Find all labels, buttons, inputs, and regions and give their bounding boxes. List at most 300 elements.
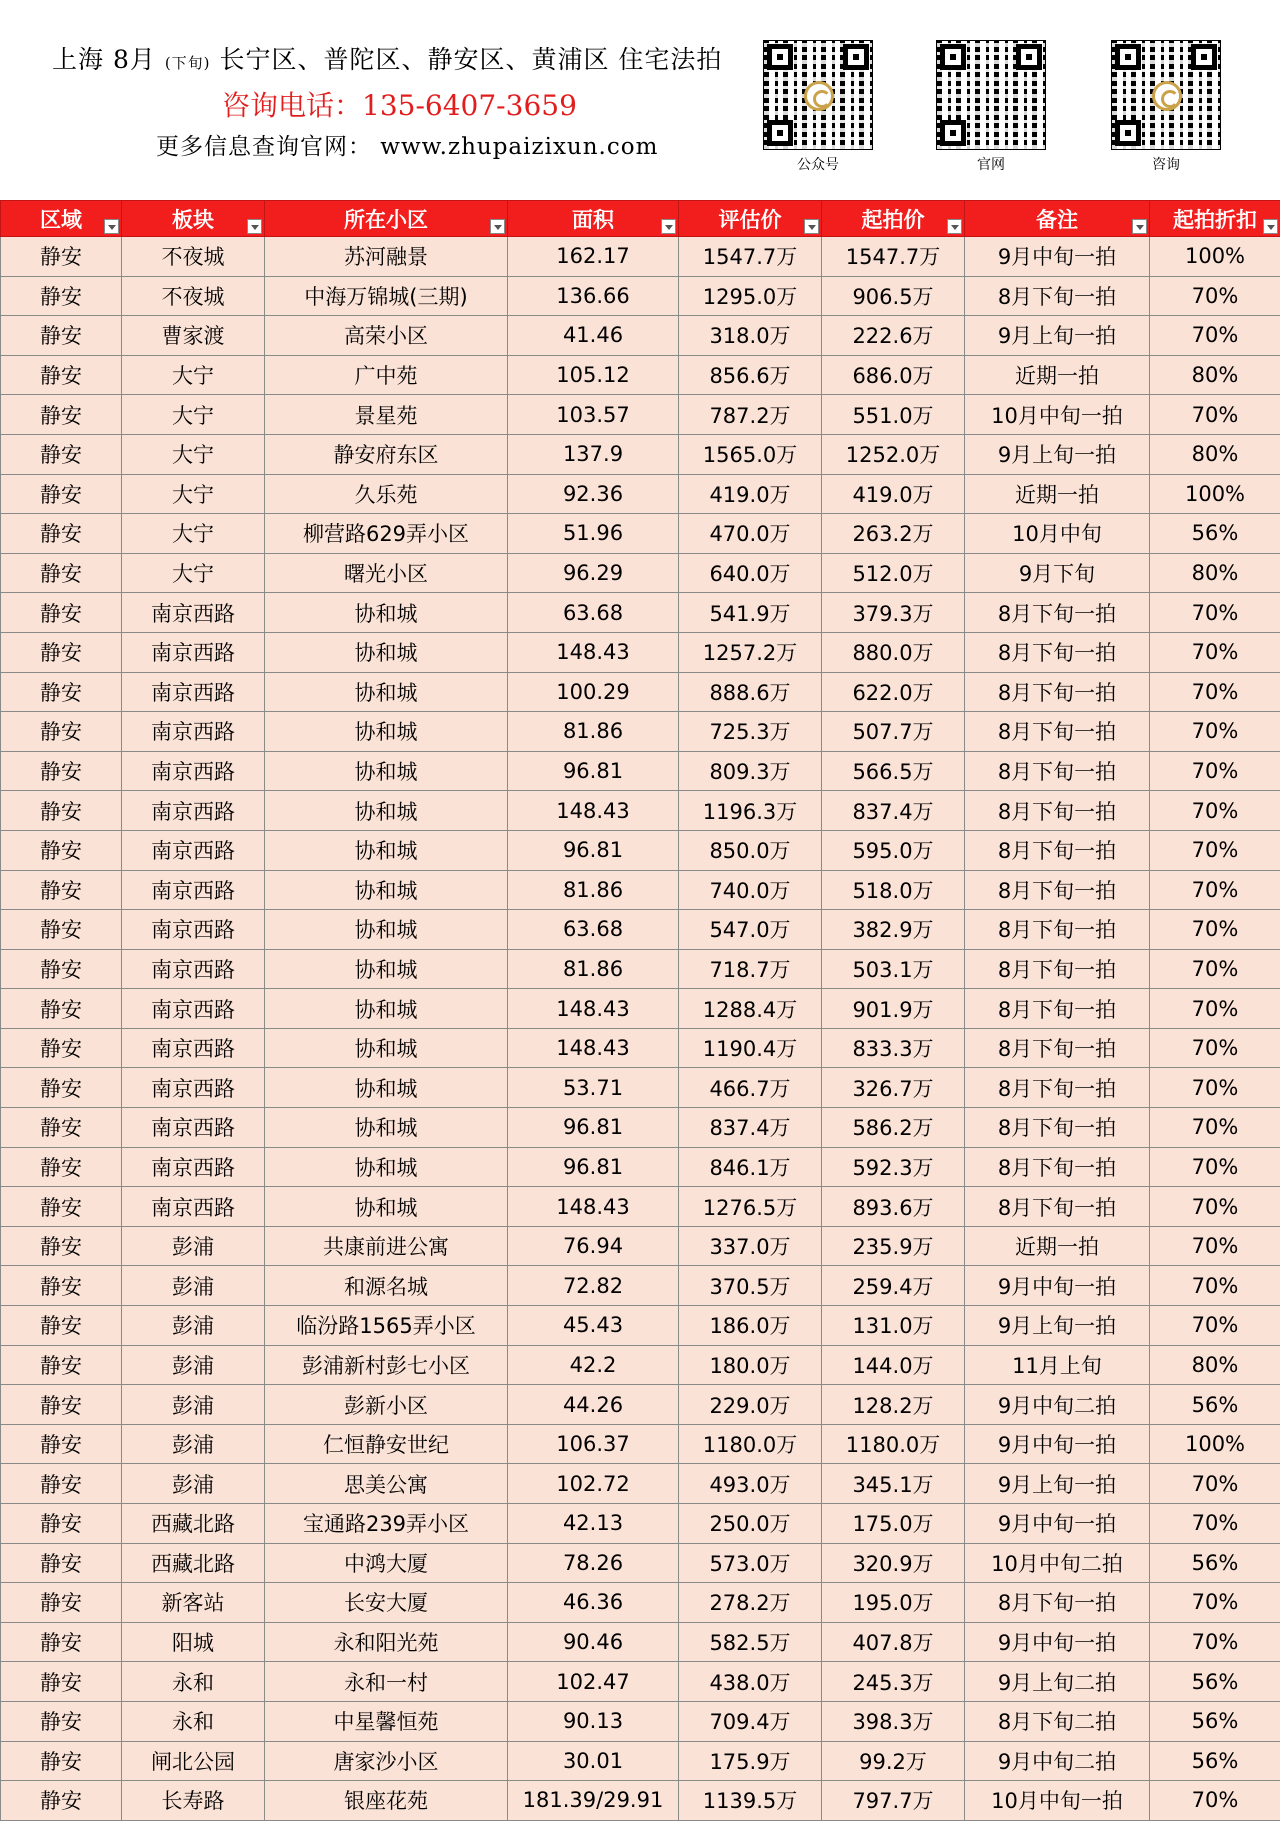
table-cell: 8月下旬一拍: [965, 672, 1150, 712]
table-cell: 协和城: [265, 712, 508, 752]
table-cell: 南京西路: [122, 751, 265, 791]
table-cell: 协和城: [265, 1028, 508, 1068]
table-row: [1, 949, 1280, 989]
table-cell: 56%: [1150, 1543, 1280, 1583]
table-cell: 静安: [1, 1147, 122, 1187]
table-cell: 静安: [1, 1226, 122, 1266]
table-cell: 80%: [1150, 355, 1280, 395]
table-cell: 协和城: [265, 830, 508, 870]
table-cell: 70%: [1150, 1028, 1280, 1068]
table-cell: 长寿路: [122, 1781, 265, 1821]
table-cell: 柳营路629弄小区: [265, 514, 508, 554]
table-cell: 9月上旬一拍: [965, 1464, 1150, 1504]
filter-dropdown-icon[interactable]: [804, 219, 819, 234]
table-cell: 337.0万: [679, 1226, 822, 1266]
table-cell: 1196.3万: [679, 791, 822, 831]
table-cell: 8月下旬一拍: [965, 593, 1150, 633]
title-small: (下旬): [164, 54, 211, 72]
table-row: [1, 276, 1280, 316]
table-cell: 148.43: [508, 1028, 679, 1068]
table-cell: 景星苑: [265, 395, 508, 435]
table-cell: 70%: [1150, 1187, 1280, 1227]
table-cell: 静安: [1, 593, 122, 633]
table-cell: 70%: [1150, 870, 1280, 910]
table-cell: 90.13: [508, 1701, 679, 1741]
table-cell: 136.66: [508, 276, 679, 316]
table-cell: 81.86: [508, 870, 679, 910]
table-row: [1, 1701, 1280, 1741]
table-cell: 63.68: [508, 910, 679, 950]
table-cell: 1547.7万: [822, 237, 965, 277]
table-cell: 1180.0万: [679, 1424, 822, 1464]
table-cell: 协和城: [265, 910, 508, 950]
table-cell: 148.43: [508, 791, 679, 831]
table-cell: 8月下旬一拍: [965, 751, 1150, 791]
table-cell: 56%: [1150, 1662, 1280, 1702]
table-row: [1, 355, 1280, 395]
table-cell: 70%: [1150, 1147, 1280, 1187]
auction-table: [0, 200, 1280, 1821]
table-cell: 438.0万: [679, 1662, 822, 1702]
table-row: [1, 1385, 1280, 1425]
table-cell: 345.1万: [822, 1464, 965, 1504]
table-cell: 8月下旬一拍: [965, 910, 1150, 950]
table-cell: 78.26: [508, 1543, 679, 1583]
filter-dropdown-icon[interactable]: [490, 219, 505, 234]
table-cell: 永和: [122, 1662, 265, 1702]
table-cell: 44.26: [508, 1385, 679, 1425]
table-cell: 70%: [1150, 712, 1280, 752]
table-cell: 静安: [1, 1583, 122, 1623]
table-row: [1, 1781, 1280, 1821]
table-cell: 96.81: [508, 830, 679, 870]
table-cell: 888.6万: [679, 672, 822, 712]
table-cell: 共康前进公寓: [265, 1226, 508, 1266]
table-cell: 9月中旬二拍: [965, 1385, 1150, 1425]
logo-icon: [804, 81, 834, 111]
table-cell: 静安: [1, 1504, 122, 1544]
table-cell: 永和: [122, 1701, 265, 1741]
table-cell: 8月下旬一拍: [965, 830, 1150, 870]
table-row: [1, 1622, 1280, 1662]
table-cell: 8月下旬一拍: [965, 632, 1150, 672]
table-cell: 西藏北路: [122, 1504, 265, 1544]
table-cell: 96.81: [508, 1147, 679, 1187]
table-row: [1, 989, 1280, 1029]
table-row: [1, 1464, 1280, 1504]
table-cell: 静安: [1, 751, 122, 791]
table-cell: 南京西路: [122, 989, 265, 1029]
table-row: [1, 474, 1280, 514]
column-header[interactable]: 所在小区: [265, 201, 508, 237]
table-cell: 81.86: [508, 712, 679, 752]
table-cell: 99.2万: [822, 1741, 965, 1781]
table-cell: 9月上旬一拍: [965, 1306, 1150, 1346]
table-cell: 静安: [1, 672, 122, 712]
column-header[interactable]: 评估价: [679, 201, 822, 237]
table-cell: 503.1万: [822, 949, 965, 989]
table-cell: 协和城: [265, 791, 508, 831]
table-cell: 中海万锦城(三期): [265, 276, 508, 316]
table-cell: 63.68: [508, 593, 679, 633]
table-cell: 56%: [1150, 1741, 1280, 1781]
table-cell: 曙光小区: [265, 553, 508, 593]
table-cell: 70%: [1150, 1583, 1280, 1623]
website-line: 更多信息查询官网： www.zhupaizixun.com: [156, 134, 659, 160]
table-cell: 105.12: [508, 355, 679, 395]
table-row: [1, 1424, 1280, 1464]
table-body: [1, 237, 1280, 1821]
table-cell: 235.9万: [822, 1226, 965, 1266]
table-cell: 1547.7万: [679, 237, 822, 277]
table-cell: 静安: [1, 632, 122, 672]
table-cell: 70%: [1150, 593, 1280, 633]
table-cell: 南京西路: [122, 870, 265, 910]
table-cell: 8月下旬一拍: [965, 989, 1150, 1029]
table-cell: 静安: [1, 1622, 122, 1662]
table-cell: 100.29: [508, 672, 679, 712]
table-cell: 466.7万: [679, 1068, 822, 1108]
table-cell: 彭浦: [122, 1306, 265, 1346]
table-row: [1, 1147, 1280, 1187]
filter-dropdown-icon[interactable]: [247, 219, 262, 234]
table-cell: 苏河融景: [265, 237, 508, 277]
table-cell: 81.86: [508, 949, 679, 989]
filter-dropdown-icon[interactable]: [661, 219, 676, 234]
table-cell: 181.39/29.91: [508, 1781, 679, 1821]
table-row: [1, 1583, 1280, 1623]
table-cell: 近期一拍: [965, 474, 1150, 514]
table-row: [1, 434, 1280, 474]
table-cell: 静安: [1, 1543, 122, 1583]
table-cell: 162.17: [508, 237, 679, 277]
table-row: [1, 553, 1280, 593]
table-cell: 南京西路: [122, 830, 265, 870]
table-cell: 80%: [1150, 553, 1280, 593]
table-cell: 318.0万: [679, 316, 822, 356]
column-header[interactable]: 备注: [965, 201, 1150, 237]
table-cell: 大宁: [122, 434, 265, 474]
table-cell: 静安: [1, 1266, 122, 1306]
table-cell: 45.43: [508, 1306, 679, 1346]
table-cell: 南京西路: [122, 593, 265, 633]
table-cell: 850.0万: [679, 830, 822, 870]
table-cell: 不夜城: [122, 237, 265, 277]
table-cell: 96.81: [508, 751, 679, 791]
table-cell: 久乐苑: [265, 474, 508, 514]
table-cell: 9月上旬二拍: [965, 1662, 1150, 1702]
qr-code-icon: [763, 40, 873, 150]
table-cell: 8月下旬一拍: [965, 1147, 1150, 1187]
qr-website-block: [935, 40, 1047, 174]
table-cell: 100%: [1150, 474, 1280, 514]
table-cell: 56%: [1150, 1385, 1280, 1425]
table-cell: 南京西路: [122, 712, 265, 752]
table-cell: 566.5万: [822, 751, 965, 791]
table-cell: 640.0万: [679, 553, 822, 593]
table-cell: 1276.5万: [679, 1187, 822, 1227]
table-cell: 46.36: [508, 1583, 679, 1623]
table-row: [1, 1226, 1280, 1266]
table-row: [1, 395, 1280, 435]
table-cell: 协和城: [265, 870, 508, 910]
table-cell: 901.9万: [822, 989, 965, 1029]
table-cell: 72.82: [508, 1266, 679, 1306]
table-cell: 10月中旬一拍: [965, 395, 1150, 435]
table-row: [1, 791, 1280, 831]
table-cell: 797.7万: [822, 1781, 965, 1821]
table-cell: 740.0万: [679, 870, 822, 910]
table-cell: 南京西路: [122, 1108, 265, 1148]
table-cell: 静安: [1, 395, 122, 435]
table-cell: 70%: [1150, 632, 1280, 672]
table-cell: 70%: [1150, 751, 1280, 791]
table-cell: 407.8万: [822, 1622, 965, 1662]
table-cell: 547.0万: [679, 910, 822, 950]
table-cell: 880.0万: [822, 632, 965, 672]
table-cell: 725.3万: [679, 712, 822, 752]
table-cell: 493.0万: [679, 1464, 822, 1504]
table-row: [1, 1543, 1280, 1583]
qr-caption: 咨询: [1152, 157, 1180, 173]
table-row: [1, 910, 1280, 950]
table-cell: 南京西路: [122, 672, 265, 712]
table-cell: 419.0万: [679, 474, 822, 514]
table-cell: 不夜城: [122, 276, 265, 316]
table-cell: 协和城: [265, 1108, 508, 1148]
table-cell: 180.0万: [679, 1345, 822, 1385]
table-cell: 41.46: [508, 316, 679, 356]
table-cell: 静安: [1, 791, 122, 831]
table-cell: 协和城: [265, 1068, 508, 1108]
filter-dropdown-icon[interactable]: [104, 219, 119, 234]
table-cell: 协和城: [265, 632, 508, 672]
table-cell: 70%: [1150, 1306, 1280, 1346]
table-cell: 彭浦新村彭七小区: [265, 1345, 508, 1385]
table-cell: 53.71: [508, 1068, 679, 1108]
table-cell: 闸北公园: [122, 1741, 265, 1781]
table-cell: 彭新小区: [265, 1385, 508, 1425]
table-cell: 70%: [1150, 1622, 1280, 1662]
table-cell: 102.72: [508, 1464, 679, 1504]
table-cell: 809.3万: [679, 751, 822, 791]
table-cell: 协和城: [265, 1187, 508, 1227]
table-cell: 131.0万: [822, 1306, 965, 1346]
table-cell: 70%: [1150, 1781, 1280, 1821]
table-cell: 静安: [1, 1187, 122, 1227]
table-cell: 静安: [1, 1028, 122, 1068]
table-cell: 137.9: [508, 434, 679, 474]
table-cell: 92.36: [508, 474, 679, 514]
table-cell: 宝通路239弄小区: [265, 1504, 508, 1544]
table-cell: 56%: [1150, 1701, 1280, 1741]
table-cell: 彭浦: [122, 1226, 265, 1266]
table-cell: 709.4万: [679, 1701, 822, 1741]
table-cell: 70%: [1150, 276, 1280, 316]
table-cell: 250.0万: [679, 1504, 822, 1544]
table-cell: 144.0万: [822, 1345, 965, 1385]
table-cell: 90.46: [508, 1622, 679, 1662]
table-cell: 1295.0万: [679, 276, 822, 316]
column-header[interactable]: 面积: [508, 201, 679, 237]
table-cell: 70%: [1150, 830, 1280, 870]
table-cell: 中星馨恒苑: [265, 1701, 508, 1741]
table-cell: 高荣小区: [265, 316, 508, 356]
table-cell: 9月中旬一拍: [965, 1504, 1150, 1544]
table-cell: 102.47: [508, 1662, 679, 1702]
table-cell: 静安: [1, 870, 122, 910]
table-cell: 西藏北路: [122, 1543, 265, 1583]
table-cell: 彭浦: [122, 1424, 265, 1464]
table-cell: 186.0万: [679, 1306, 822, 1346]
table-cell: 1565.0万: [679, 434, 822, 474]
filter-dropdown-icon[interactable]: [1263, 219, 1278, 234]
table-cell: 70%: [1150, 910, 1280, 950]
table-cell: 893.6万: [822, 1187, 965, 1227]
table-cell: 近期一拍: [965, 355, 1150, 395]
table-cell: 10月中旬: [965, 514, 1150, 554]
table-cell: 70%: [1150, 1266, 1280, 1306]
table-cell: 大宁: [122, 355, 265, 395]
table-cell: 南京西路: [122, 910, 265, 950]
table-cell: 148.43: [508, 1187, 679, 1227]
table-cell: 协和城: [265, 1147, 508, 1187]
table-cell: 静安: [1, 1662, 122, 1702]
table-cell: 静安: [1, 1306, 122, 1346]
table-row: [1, 1504, 1280, 1544]
logo-icon: [1152, 81, 1182, 111]
table-cell: 静安: [1, 712, 122, 752]
table-cell: 静安: [1, 553, 122, 593]
qr-code-icon: [936, 40, 1046, 150]
table-cell: 718.7万: [679, 949, 822, 989]
table-cell: 8月下旬一拍: [965, 1108, 1150, 1148]
column-header[interactable]: 区域: [1, 201, 122, 237]
table-cell: 协和城: [265, 949, 508, 989]
table-cell: 9月下旬: [965, 553, 1150, 593]
table-cell: 静安: [1, 474, 122, 514]
title-part2: 长宁区、普陀区、静安区、黄浦区 住宅法拍: [210, 45, 723, 74]
table-row: [1, 514, 1280, 554]
table-cell: 南京西路: [122, 1147, 265, 1187]
table-cell: 175.9万: [679, 1741, 822, 1781]
table-cell: 协和城: [265, 672, 508, 712]
table-cell: 静安: [1, 355, 122, 395]
table-header-row: [1, 201, 1280, 237]
table-cell: 96.81: [508, 1108, 679, 1148]
table-cell: 思美公寓: [265, 1464, 508, 1504]
table-cell: 42.2: [508, 1345, 679, 1385]
table-cell: 1257.2万: [679, 632, 822, 672]
column-header[interactable]: 起拍折扣: [1150, 201, 1280, 237]
table-row: [1, 593, 1280, 633]
table-cell: 1190.4万: [679, 1028, 822, 1068]
table-cell: 长安大厦: [265, 1583, 508, 1623]
table-cell: 1180.0万: [822, 1424, 965, 1464]
table-cell: 9月中旬一拍: [965, 237, 1150, 277]
table-cell: 70%: [1150, 395, 1280, 435]
table-cell: 彭浦: [122, 1266, 265, 1306]
table-cell: 222.6万: [822, 316, 965, 356]
table-cell: 100%: [1150, 1424, 1280, 1464]
table-cell: 906.5万: [822, 276, 965, 316]
table-cell: 仁恒静安世纪: [265, 1424, 508, 1464]
table-cell: 新客站: [122, 1583, 265, 1623]
table-cell: 8月下旬一拍: [965, 276, 1150, 316]
table-cell: 229.0万: [679, 1385, 822, 1425]
table-cell: 协和城: [265, 593, 508, 633]
table-cell: 106.37: [508, 1424, 679, 1464]
table-cell: 320.9万: [822, 1543, 965, 1583]
table-cell: 静安: [1, 830, 122, 870]
table-cell: 80%: [1150, 434, 1280, 474]
table-row: [1, 870, 1280, 910]
table-cell: 103.57: [508, 395, 679, 435]
column-header[interactable]: 起拍价: [822, 201, 965, 237]
table-cell: 507.7万: [822, 712, 965, 752]
table-row: [1, 316, 1280, 356]
table-cell: 广中苑: [265, 355, 508, 395]
table-row: [1, 1306, 1280, 1346]
table-cell: 静安: [1, 949, 122, 989]
table-cell: 8月下旬一拍: [965, 1187, 1150, 1227]
column-header[interactable]: 板块: [122, 201, 265, 237]
table-cell: 静安: [1, 514, 122, 554]
table-cell: 大宁: [122, 553, 265, 593]
table-cell: 686.0万: [822, 355, 965, 395]
table-cell: 8月下旬一拍: [965, 949, 1150, 989]
table-row: [1, 1266, 1280, 1306]
table-cell: 1139.5万: [679, 1781, 822, 1821]
filter-dropdown-icon[interactable]: [947, 219, 962, 234]
table-cell: 96.29: [508, 553, 679, 593]
table-cell: 静安: [1, 1741, 122, 1781]
filter-dropdown-icon[interactable]: [1132, 219, 1147, 234]
table-cell: 1288.4万: [679, 989, 822, 1029]
title-part1: 上海 8月: [52, 45, 165, 74]
table-cell: 175.0万: [822, 1504, 965, 1544]
table-cell: 512.0万: [822, 553, 965, 593]
table-row: [1, 672, 1280, 712]
table-cell: 837.4万: [679, 1108, 822, 1148]
table-cell: 30.01: [508, 1741, 679, 1781]
table-cell: 263.2万: [822, 514, 965, 554]
table-row: [1, 1108, 1280, 1148]
table-cell: 中鸿大厦: [265, 1543, 508, 1583]
table-cell: 70%: [1150, 989, 1280, 1029]
table-cell: 582.5万: [679, 1622, 822, 1662]
table-cell: 51.96: [508, 514, 679, 554]
table-cell: 8月下旬一拍: [965, 1028, 1150, 1068]
table-cell: 787.2万: [679, 395, 822, 435]
table-row: [1, 237, 1280, 277]
table-cell: 静安: [1, 1701, 122, 1741]
table-cell: 595.0万: [822, 830, 965, 870]
table-cell: 南京西路: [122, 1187, 265, 1227]
table-cell: 70%: [1150, 949, 1280, 989]
table-row: [1, 712, 1280, 752]
table-cell: 518.0万: [822, 870, 965, 910]
table-cell: 静安: [1, 1108, 122, 1148]
table-cell: 唐家沙小区: [265, 1741, 508, 1781]
table-row: [1, 632, 1280, 672]
table-cell: 837.4万: [822, 791, 965, 831]
table-cell: 70%: [1150, 791, 1280, 831]
table-cell: 70%: [1150, 316, 1280, 356]
table-row: [1, 1662, 1280, 1702]
table-cell: 静安: [1, 1068, 122, 1108]
table-cell: 9月上旬一拍: [965, 434, 1150, 474]
